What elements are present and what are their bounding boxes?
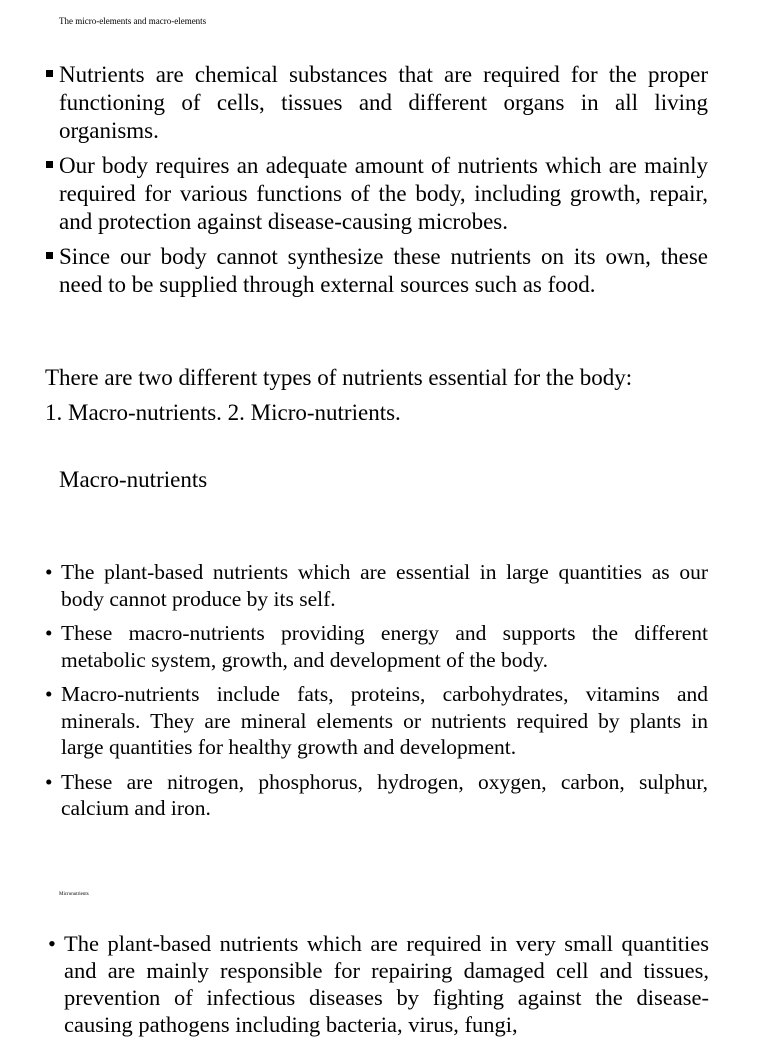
dot-bullet-icon: •: [45, 560, 53, 584]
macro-bullet-text: The plant-based nutrients which are essential in large quantities as our body cannot produce by its self.: [61, 560, 708, 611]
micro-bullet-text: The plant-based nutrients which are required in very small quantities and are mainly responsible for repairing damaged cell and tissues, prevention of infectious diseases by fighting against the disease-causing pathogens including bacteria, virus, fungi,: [64, 931, 709, 1037]
nutrient-types-sentence: There are two different types of nutrients essential for the body:: [45, 365, 633, 390]
macro-bullet-list: [45, 559, 708, 830]
dot-bullet-icon: •: [48, 931, 56, 956]
page-header-title: The micro-elements and macro-elements: [59, 16, 207, 26]
square-bullet-icon: [46, 161, 53, 168]
intro-bullet-text: Since our body cannot synthesize these nutrients on its own, these need to be supplied through external sources such as food.: [59, 244, 708, 297]
dot-bullet-icon: •: [45, 769, 53, 794]
intro-bullet-item: [45, 152, 708, 236]
intro-bullet-item: [45, 243, 708, 299]
macro-nutrients-heading: Macro-nutrients: [59, 467, 208, 492]
nutrient-types-list: 1. Macro-nutrients. 2. Micro-nutrients.: [45, 400, 401, 425]
micro-bullet-list: [48, 930, 709, 1046]
micronutrients-heading: Micronutrients: [59, 892, 89, 897]
macro-bullet-text: These macro-nutrients providing energy and supports the different metabolic system, growth, and development of the body.: [61, 621, 708, 672]
intro-bullet-item: [45, 61, 708, 145]
intro-bullet-list: [45, 61, 708, 306]
macro-bullet-item: [45, 769, 708, 822]
macro-bullet-item: [45, 620, 708, 673]
macro-bullet-text: These are nitrogen, phosphorus, hydrogen, oxygen, carbon, sulphur, calcium and iron.: [61, 769, 708, 820]
square-bullet-icon: [46, 252, 53, 259]
square-bullet-icon: [46, 70, 53, 77]
macro-bullet-item: [45, 559, 708, 612]
micro-bullet-item: [48, 930, 709, 1038]
dot-bullet-icon: •: [45, 682, 53, 706]
macro-bullet-item: [45, 681, 708, 761]
dot-bullet-icon: •: [45, 621, 53, 645]
macro-bullet-text: Macro-nutrients include fats, proteins, carbohydrates, vitamins and minerals. They are mineral elements or nutrients required by plants in large quantities for healthy growth and development.: [61, 682, 708, 759]
intro-bullet-text: Our body requires an adequate amount of nutrients which are mainly required for various functions of the body, including growth, repair, and protection against disease-causing microbes.: [59, 153, 708, 234]
intro-bullet-text: Nutrients are chemical substances that are required for the proper functioning of cells, tissues and different organs in all living organisms.: [59, 62, 708, 143]
